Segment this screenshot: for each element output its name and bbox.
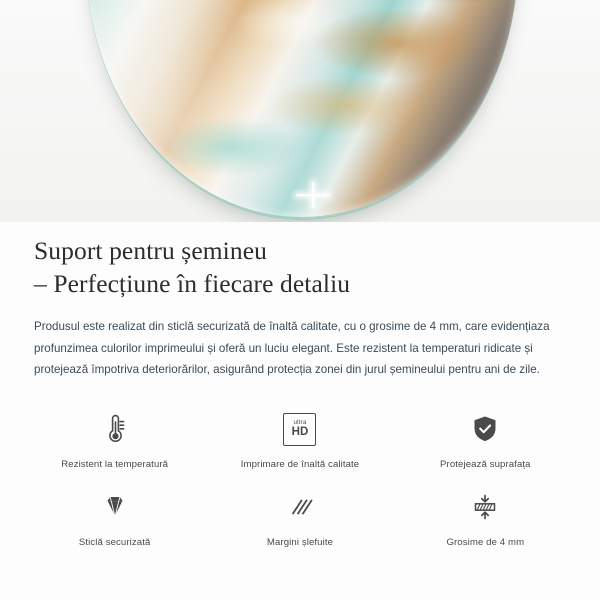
feature-label: Grosime de 4 mm [446,537,525,548]
glass-plate-image [86,0,518,220]
shield-check-icon [462,406,508,452]
text-content [0,222,600,381]
badge-bottom-text: HD [291,425,309,438]
thickness-4mm-icon [462,484,508,530]
hero-image [0,0,600,222]
feature-label: Sticlă securizată [78,537,151,548]
page-title [0,222,600,300]
feature-item-polished-edges [207,478,392,548]
feature-item-tempered-glass [22,478,207,548]
headline-line-2: – Perfecțiune în fiecare detaliu [34,269,351,298]
polished-edges-icon [277,484,323,530]
feature-item-surface-protection [393,400,578,470]
feature-item-thickness [393,478,578,548]
badge-top-text: ultra [293,418,307,426]
thermometer-icon [92,406,138,452]
feature-item-temperature [22,400,207,470]
feature-label: Margini șlefuite [266,537,334,548]
feature-label: Rezistent la temperatură [61,459,169,470]
headline-line-1: Suport pentru șemineu [34,236,267,265]
diamond-icon [92,484,138,530]
ultra-hd-badge-icon [277,406,323,452]
feature-label: Protejează suprafața [440,459,531,470]
feature-grid [0,400,600,548]
feature-label: Imprimare de înaltă calitate [240,459,360,470]
feature-item-print-quality [207,400,392,470]
description-paragraph: Produsul este realizat din sticlă securizată de înaltă calitate, cu o grosime de 4 mm, care evidențiaza profunzimea culorilor imprimeului și oferă un luciu elegant. Este rezistent la temperaturi ridicate și protejează împotriva deteriorărilor, asigurând protecția zonei din jurul șemineului pentru ani de zile. [34,320,550,376]
